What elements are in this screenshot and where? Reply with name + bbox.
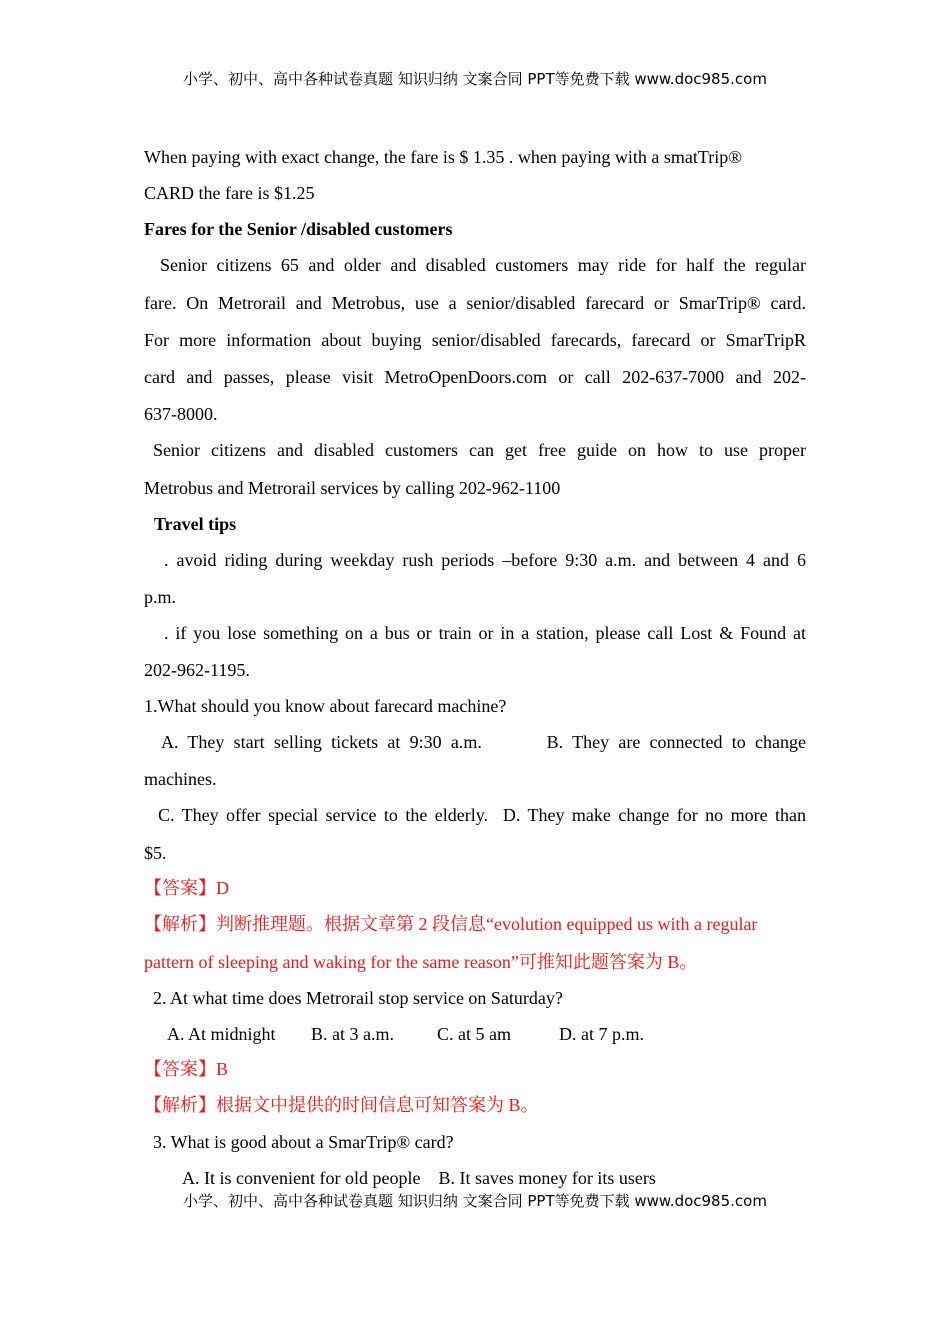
question-2-option-d: D. at 7 p.m. [559, 1024, 644, 1044]
question-1-analysis-line-2: pattern of sleeping and waking for the same reason”可推知此题答案为 B。 [144, 952, 698, 972]
tip-2-line-2: 202-962-1195. [144, 660, 250, 680]
question-1-answer: 【答案】D [144, 878, 229, 898]
question-2-option-b: B. at 3 a.m. [311, 1024, 394, 1044]
senior-p1-line-1: Senior citizens 65 and older and disabled customers may ride for half the regular [160, 255, 806, 275]
senior-p1-line-3: For more information about buying senior/disabled farecards, farecard or SmarTripR [144, 330, 806, 350]
tip-1-line-2: p.m. [144, 587, 177, 607]
senior-p1-line-2: fare. On Metrorail and Metrobus, use a senior/disabled farecard or SmarTrip® card. [144, 293, 806, 313]
senior-p2-line-2: Metrobus and Metrorail services by calling 202-962-1100 [144, 478, 561, 498]
question-1-options-line-2: machines. [144, 769, 217, 789]
tips-heading: Travel tips [154, 514, 237, 534]
question-3-options: A. It is convenient for old people B. It saves money for its users [182, 1168, 656, 1188]
question-2-option-c: C. at 5 am [437, 1024, 511, 1044]
page-header: 小学、初中、高中各种试卷真题 知识归纳 文案合同 PPT等免费下载 www.doc985.com [183, 70, 767, 88]
tip-2-line-1: . if you lose something on a bus or train or in a station, please call Lost & Found at [164, 623, 806, 643]
question-1-options-line-1: A. They start selling tickets at 9:30 a.m. B. They are connected to change [161, 732, 806, 752]
question-1-analysis-line-1: 【解析】判断推理题。根据文章第 2 段信息“evolution equipped us with a regular [144, 914, 758, 934]
question-2-analysis: 【解析】根据文中提供的时间信息可知答案为 B。 [144, 1095, 539, 1115]
fare-line-2: CARD the fare is $1.25 [144, 183, 315, 203]
question-2-option-a: A. At midnight [167, 1024, 276, 1044]
question-1-stem: 1.What should you know about farecard machine? [144, 696, 507, 716]
question-2-stem: 2. At what time does Metrorail stop service on Saturday? [153, 988, 563, 1008]
senior-heading: Fares for the Senior /disabled customers [144, 219, 453, 239]
page-footer: 小学、初中、高中各种试卷真题 知识归纳 文案合同 PPT等免费下载 www.doc985.com [183, 1192, 767, 1210]
fare-line-1: When paying with exact change, the fare is $ 1.35 . when paying with a smatTrip® [144, 147, 742, 167]
senior-p2-line-1: Senior citizens and disabled customers can get free guide on how to use proper [153, 440, 806, 460]
question-2-answer: 【答案】B [144, 1059, 229, 1079]
question-3-stem: 3. What is good about a SmarTrip® card? [153, 1132, 454, 1152]
senior-p1-line-5: 637-8000. [144, 404, 218, 424]
question-1-options-line-3: C. They offer special service to the elderly. D. They make change for no more than [158, 805, 806, 825]
senior-p1-line-4: card and passes, please visit MetroOpenDoors.com or call 202-637-7000 and 202- [144, 367, 806, 387]
question-2-options [167, 1023, 829, 1045]
tip-1-line-1: . avoid riding during weekday rush periods –before 9:30 a.m. and between 4 and 6 [164, 550, 806, 570]
question-1-options-line-4: $5. [144, 843, 167, 863]
